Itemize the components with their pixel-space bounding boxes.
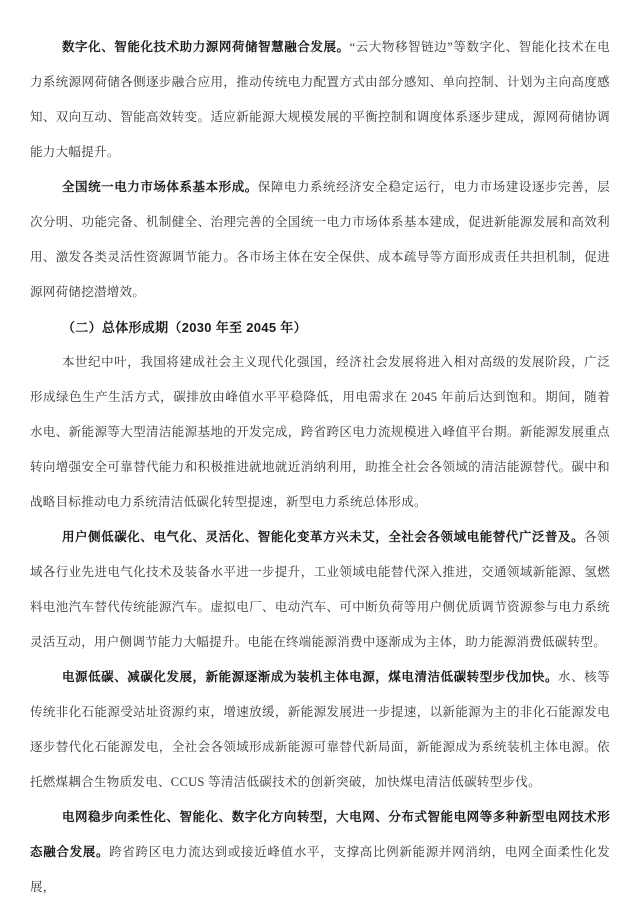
paragraph [30,345,610,520]
paragraph-body: 各领域各行业先进电气化技术及装备水平进一步提升，工业领域电能替代深入推进，交通领域新能源、氢燃料电池汽车替代传统能源汽车。虚拟电厂、电动汽车、可中断负荷等用户侧优质调节资源参与电力系统灵活互动，用户侧调节能力大幅提升。电能在终端能源消费中逐渐成为主体，助力能源消费低碳转型。 [30,530,610,649]
paragraph-body: 保障电力系统经济安全稳定运行，电力市场建设逐步完善，层次分明、功能完备、机制健全、治理完善的全国统一电力市场体系基本建成，促进新能源发展和高效利用、激发各类灵活性资源调节能力。各市场主体在安全保供、成本疏导等方面形成责任共担机制，促进源网荷储挖潜增效。 [30,180,610,299]
paragraph [30,660,610,800]
paragraph [30,30,610,170]
paragraph-lead: 数字化、智能化技术助力源网荷储智慧融合发展。 [62,40,350,54]
paragraph-lead: 全国统一电力市场体系基本形成。 [62,180,258,194]
paragraph [30,170,610,310]
paragraph-body: 本世纪中叶，我国将建成社会主义现代化强国，经济社会发展将进入相对高级的发展阶段，广泛形成绿色生产生活方式，碳排放由峰值水平平稳降低，用电需求在 2045 年前后达到饱和。期间，随着水电、新能源等大型清洁能源基地的开发完成，跨省跨区电力流规模进入峰值平台期。新能源发展重点转向增强安全可靠替代能力和积极推进就地就近消纳利用，助推全社会各领域的清洁能源替代。碳中和战略目标推动电力系统清洁低碳化转型提速，新型电力系统总体形成。 [30,355,610,509]
paragraph [30,800,610,905]
paragraph [30,520,610,660]
section-heading: （二）总体形成期（2030 年至 2045 年） [62,320,307,335]
paragraph-body: 跨省跨区电力流达到或接近峰值水平，支撑高比例新能源并网消纳，电网全面柔性化发展， [30,845,610,894]
paragraph-lead: 电网稳步向柔性化、智能化、数字化方向转型，大电网、分布式智能电网等多种新型电网技术形态融合发展。 [30,810,610,859]
paragraph-lead: 电源低碳、减碳化发展，新能源逐渐成为装机主体电源，煤电清洁低碳转型步伐加快。 [62,670,559,684]
paragraph-body: “云大物移智链边”等数字化、智能化技术在电力系统源网荷储各侧逐步融合应用，推动传统电力配置方式由部分感知、单向控制、计划为主向高度感知、双向互动、智能高效转变。适应新能源大规模发展的平衡控制和调度体系逐步建成，源网荷储协调能力大幅提升。 [30,40,610,159]
paragraph-body: 水、核等传统非化石能源受站址资源约束，增速放缓，新能源发展进一步提速，以新能源为主的非化石能源发电逐步替代化石能源发电，全社会各领域形成新能源可靠替代新局面，新能源成为系统装机主体电源。依托燃煤耦合生物质发电、CCUS 等清洁低碳技术的创新突破，加快煤电清洁低碳转型步伐。 [30,670,610,789]
paragraph-lead: 用户侧低碳化、电气化、灵活化、智能化变革方兴未艾，全社会各领域电能替代广泛普及。 [62,530,585,544]
